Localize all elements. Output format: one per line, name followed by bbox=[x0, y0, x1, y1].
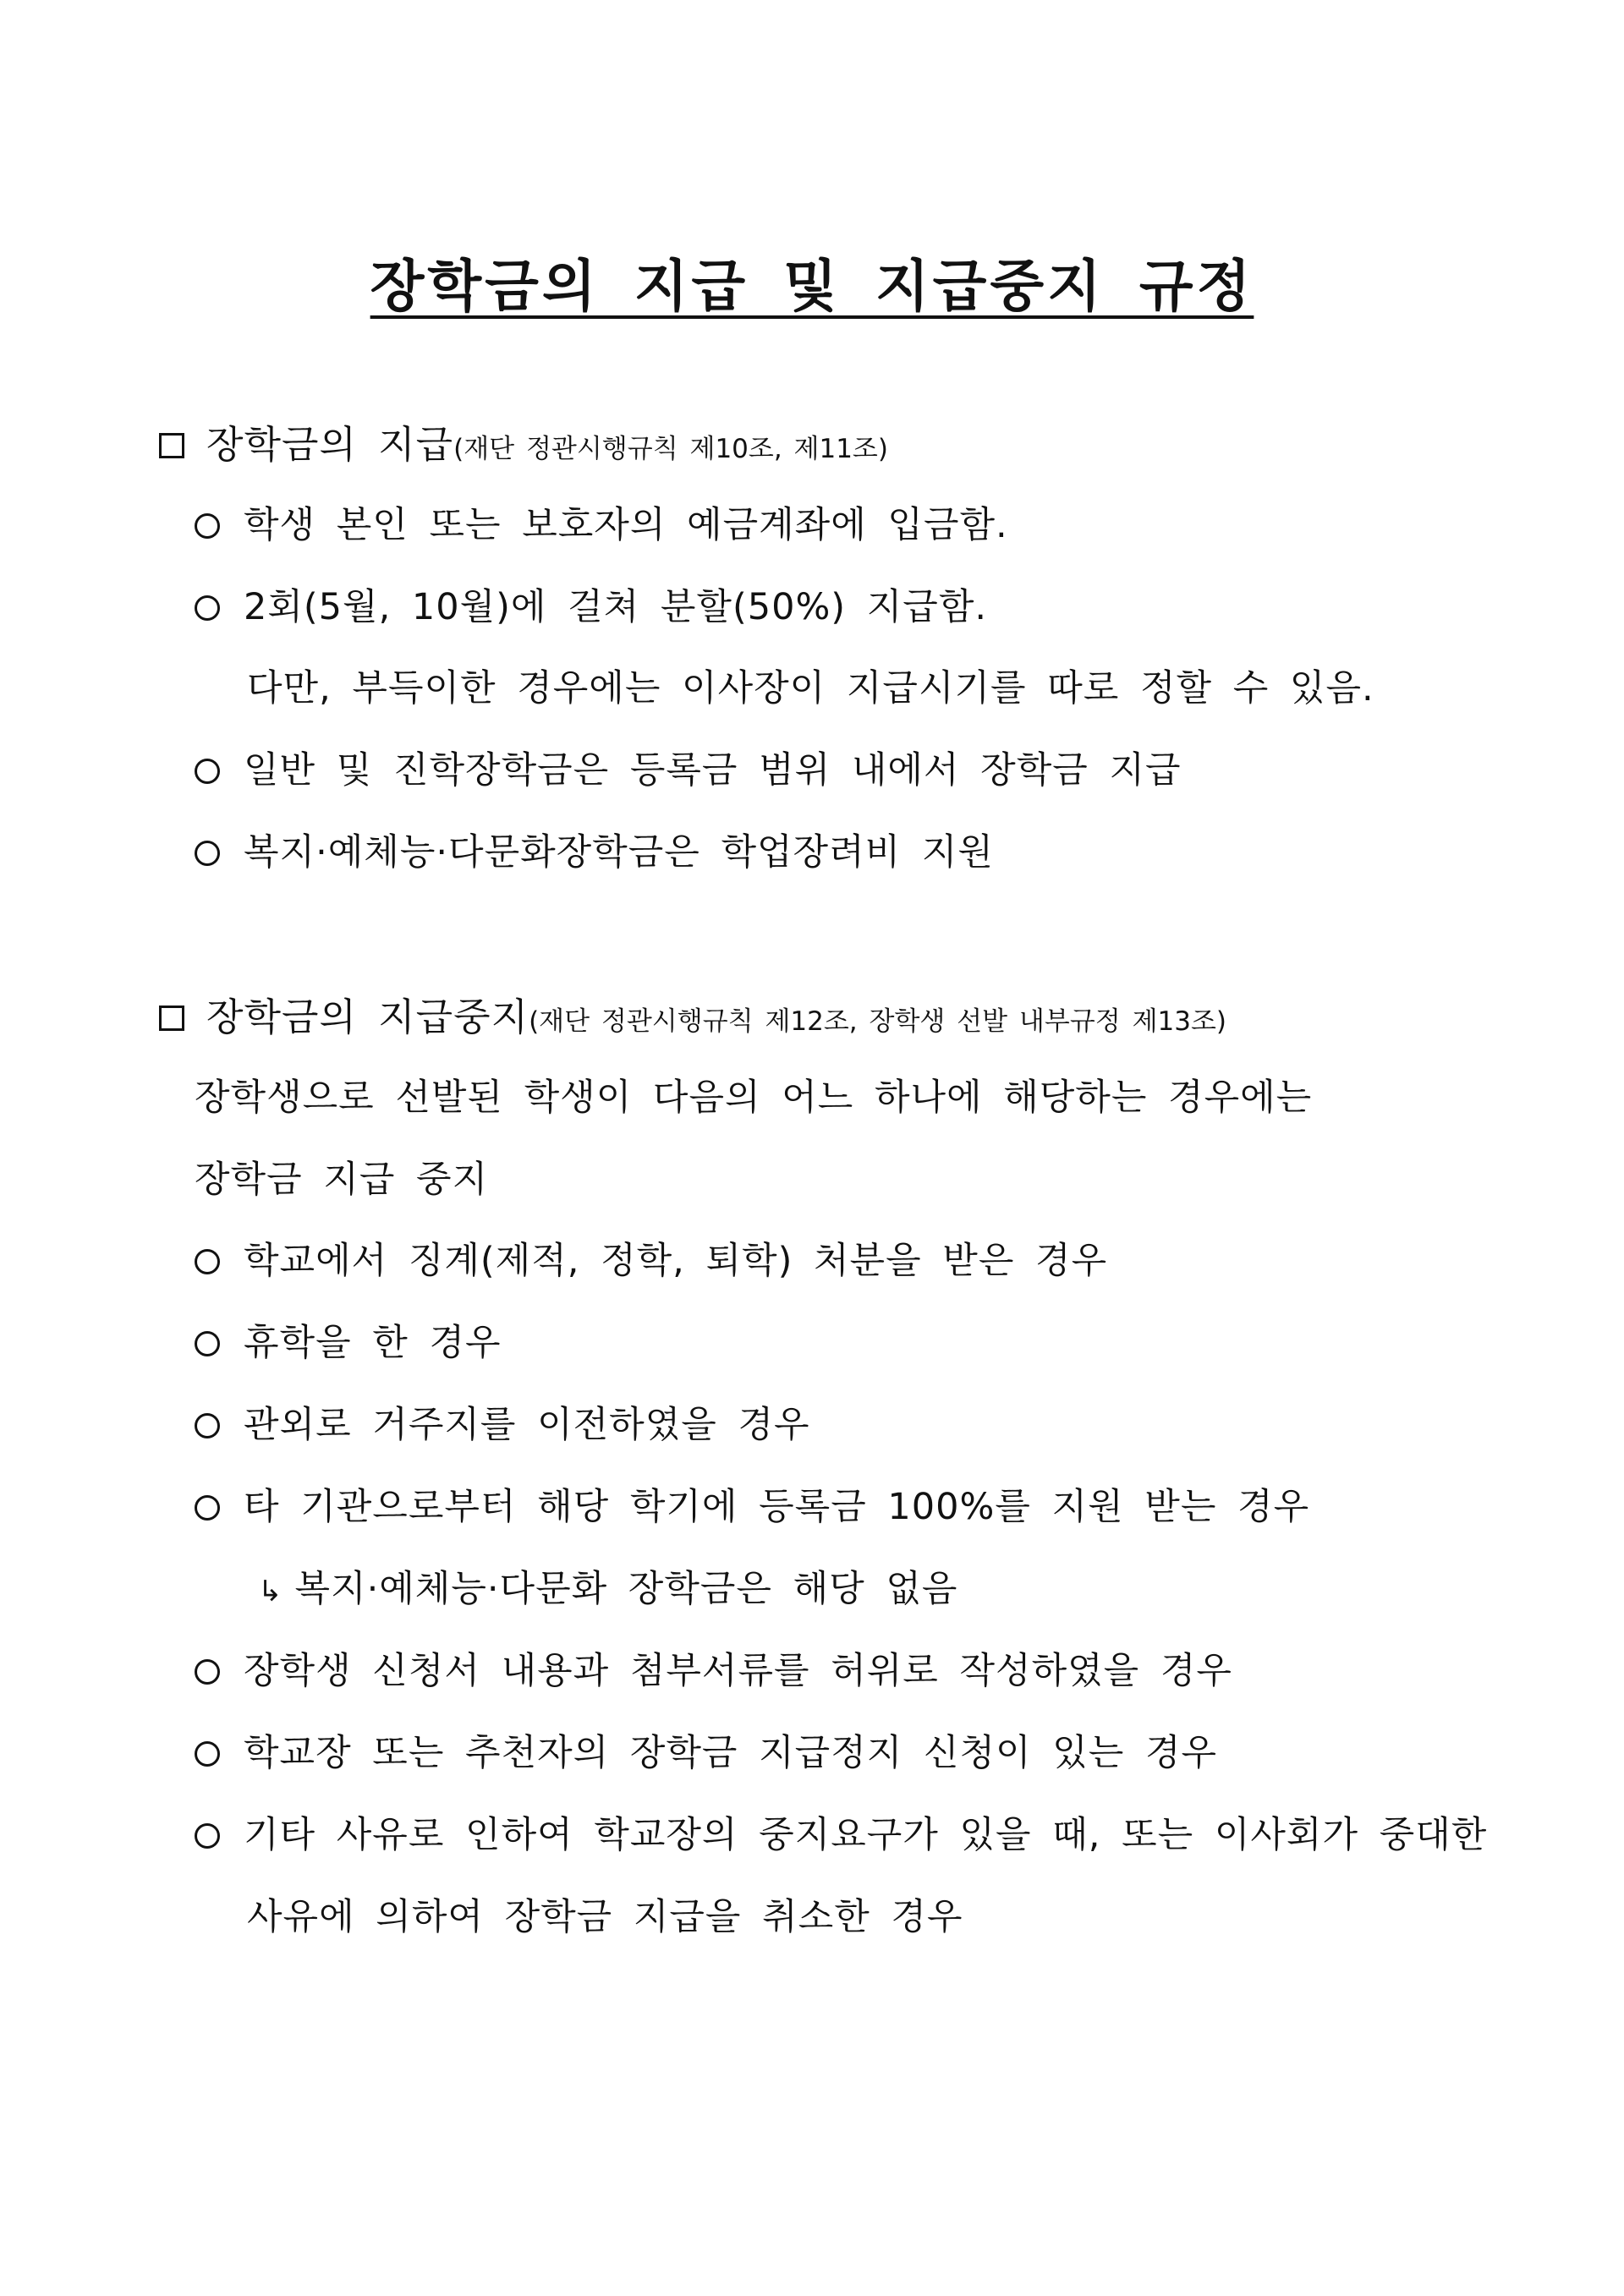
list-item: 기타 사유로 인하여 학교장의 중지요구가 있을 때, 또는 이사회가 중대한 bbox=[195, 1817, 1487, 1854]
circle-bullet-icon bbox=[195, 1413, 220, 1438]
section2-heading: 장학금의 지급중지 bbox=[206, 995, 529, 1039]
section1-heading-row bbox=[159, 422, 888, 467]
list-item: 학교장 또는 추천자의 장학금 지급정지 신청이 있는 경우 bbox=[195, 1735, 1217, 1772]
section1-reference: (재단 정관시행규칙 제10조, 제11조) bbox=[453, 434, 888, 464]
circle-bullet-icon bbox=[195, 1249, 220, 1274]
list-item: 학생 본인 또는 보호자의 예금계좌에 입금함. bbox=[195, 507, 1008, 544]
section2-intro: 장학금 지급 중지 bbox=[195, 1159, 489, 1201]
circle-bullet-icon bbox=[195, 1823, 220, 1849]
section2-heading-row bbox=[159, 995, 1227, 1039]
circle-bullet-icon bbox=[195, 759, 220, 784]
circle-bullet-icon bbox=[195, 595, 220, 621]
circle-bullet-icon bbox=[195, 513, 220, 539]
section2-reference: (재단 정관시행규칙 제12조, 장학생 선발 내부규정 제13조) bbox=[529, 1006, 1227, 1037]
circle-bullet-icon bbox=[195, 1741, 220, 1767]
checkbox-square-icon bbox=[159, 1006, 184, 1031]
circle-bullet-icon bbox=[195, 841, 220, 866]
list-subitem: ↳ 복지·예체능·다문화 장학금은 해당 없음 bbox=[258, 1568, 958, 1610]
list-item: 학교에서 징계(제적, 정학, 퇴학) 처분을 받은 경우 bbox=[195, 1243, 1107, 1280]
list-item: 2회(5월, 10월)에 걸쳐 분할(50%) 지급함. bbox=[195, 589, 987, 626]
document-title: 장학금의 지급 및 지급중지 규정 bbox=[370, 254, 1254, 319]
circle-bullet-icon bbox=[195, 1659, 220, 1685]
list-item-continuation: 사유에 의하여 장학금 지급을 취소한 경우 bbox=[247, 1896, 963, 1938]
corner-arrow-icon: ↳ bbox=[258, 1575, 283, 1608]
list-item: 관외로 거주지를 이전하였을 경우 bbox=[195, 1407, 810, 1444]
list-item: 복지·예체능·다문화장학금은 학업장려비 지원 bbox=[195, 835, 994, 871]
list-item-continuation: 다만, 부득이한 경우에는 이사장이 지급시기를 따로 정할 수 있음. bbox=[247, 667, 1374, 710]
list-item: 장학생 신청서 내용과 첨부서류를 허위로 작성하였을 경우 bbox=[195, 1653, 1232, 1690]
list-item: 휴학을 한 경우 bbox=[195, 1325, 502, 1362]
checkbox-square-icon bbox=[159, 433, 184, 458]
circle-bullet-icon bbox=[195, 1331, 220, 1356]
section2-intro: 장학생으로 선발된 학생이 다음의 어느 하나에 해당하는 경우에는 bbox=[195, 1077, 1313, 1119]
list-item: 일반 및 진학장학금은 등록금 범위 내에서 장학금 지급 bbox=[195, 753, 1182, 789]
section1-heading: 장학금의 지급 bbox=[206, 422, 454, 467]
circle-bullet-icon bbox=[195, 1495, 220, 1521]
list-item: 타 기관으로부터 해당 학기에 등록금 100%를 지원 받는 경우 bbox=[195, 1489, 1309, 1526]
